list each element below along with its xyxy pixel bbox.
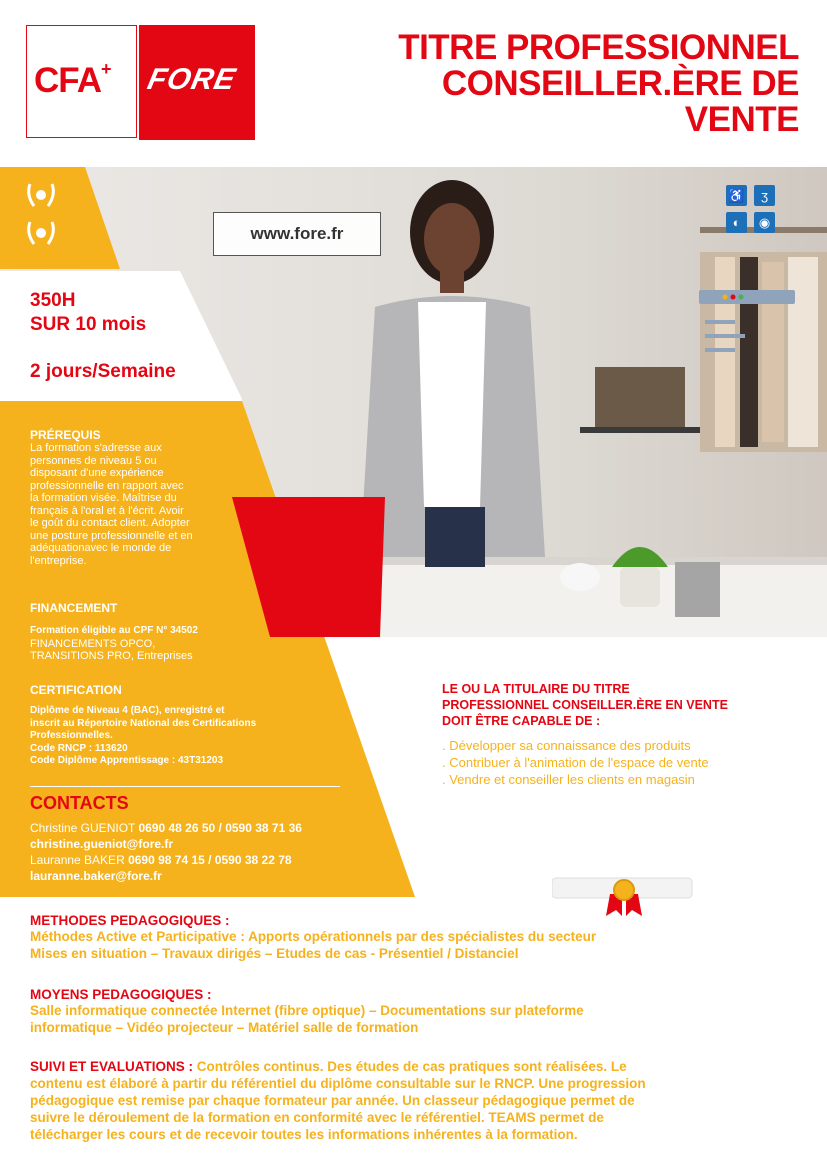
financement-heading: FINANCEMENT <box>30 601 118 615</box>
diploma-icon <box>552 874 694 918</box>
financement-section: FINANCEMENT Formation éligible au CPF N° 34502 FINANCEMENTS OPCO, TRANSITIONS PRO, Entreprises <box>30 601 290 663</box>
page-title: TITRE PROFESSIONNEL CONSEILLER.ÈRE DE VENTE <box>398 28 799 139</box>
logo-cfa: CFA+ <box>34 59 111 100</box>
duration-rhythm: 2 jours/Semaine <box>30 361 176 382</box>
visual-icon: ◉ <box>754 212 775 233</box>
moyens-heading: MOYENS PEDAGOGIQUES : <box>30 987 212 1002</box>
capable-list <box>442 737 709 788</box>
prerequis-section <box>30 428 230 567</box>
prerequis-text: La formation s'adresse aux personnes de niveau 5 ou disposant d'une expérience professionnelle en rapport avec la formation visée. Maîtrise du français à l'oral et à l'écrit. Avoir le goût du contact client. Adopter une posture professionnelle et en adéquationavec le monde de l'entreprise. <box>30 442 193 567</box>
laurel-badge-icon <box>24 218 58 248</box>
contact-email[interactable]: lauranne.baker@fore.fr <box>30 869 162 883</box>
moyens-section: MOYENS PEDAGOGIQUES : Salle informatique connectée Internet (fibre optique) – Documentations sur plateforme informatique – Vidéo projecteur – Matériel salle de formation <box>30 987 810 1036</box>
list-item: . Contribuer à l'animation de l'espace de vente <box>442 755 709 770</box>
wheelchair-icon: ♿ <box>726 185 747 206</box>
contacts-heading: CONTACTS <box>30 793 129 813</box>
certification-heading: CERTIFICATION <box>30 683 122 697</box>
contact-phone[interactable]: 0690 98 74 15 / 0590 38 22 78 <box>128 853 292 867</box>
duration-hours: 350H SUR 10 mois <box>30 290 147 335</box>
divider <box>30 786 340 787</box>
browser-window-icon <box>697 290 797 370</box>
suivi-heading: SUIVI ET EVALUATIONS : <box>30 1059 197 1074</box>
capable-heading: LE OU LA TITULAIRE DU TITRE PROFESSIONNEL CONSEILLER.ÈRE EN VENTE DOIT ÊTRE CAPABLE DE : <box>442 682 728 728</box>
list-item: . Développer sa connaissance des produits <box>442 738 691 753</box>
contact-phone[interactable]: 0690 48 26 50 / 0590 38 71 36 <box>138 821 302 835</box>
hearing-icon: ʒ <box>754 185 775 206</box>
laurel-badge-icon <box>24 180 58 210</box>
contact-email[interactable]: christine.gueniot@fore.fr <box>30 837 174 851</box>
prerequis-heading: PRÉREQUIS <box>30 428 101 442</box>
website-link[interactable]: www.fore.fr <box>213 212 381 256</box>
suivi-section: SUIVI ET EVALUATIONS : Contrôles continus. Des études de cas pratiques sont réalisées. Le contenu est élaboré à partir du référentiel du diplôme consultable sur le RNCP. Une progression pédagogique est remise par chaque formateur par année. Un classeur pédagogique permet de suivre le déroulement de la formation en conformité avec le référentiel. TEAMS permet de télécharger les cours et de recevoir toutes les informations inhérentes à la formation. <box>30 1059 646 1142</box>
list-item: . Vendre et conseiller les clients en magasin <box>442 772 695 787</box>
methodes-heading: METHODES PEDAGOGIQUES : <box>30 913 230 928</box>
methodes-section: METHODES PEDAGOGIQUES : Méthodes Active et Participative : Apports opérationnels par des spécialistes du secteur Mises en situation – Travaux dirigés – Etudes de cas - Présentiel / Distanciel <box>30 913 810 962</box>
certification-section: CERTIFICATION Diplôme de Niveau 4 (BAC), enregistré et inscrit au Répertoire National des Certifications Professionnelles. Code RNCP : 113620 Code Diplôme Apprentissage : 43T31203 <box>30 683 330 768</box>
logo-fore: FORE <box>144 63 239 96</box>
cognitive-icon: ◐ <box>726 212 747 233</box>
contacts-list: Christine GUENIOT 0690 48 26 50 / 0590 38 71 36 christine.gueniot@fore.fr Lauranne BAKER 0690 98 74 15 / 0590 38 22 78 lauranne.baker@fore.fr <box>30 821 302 883</box>
